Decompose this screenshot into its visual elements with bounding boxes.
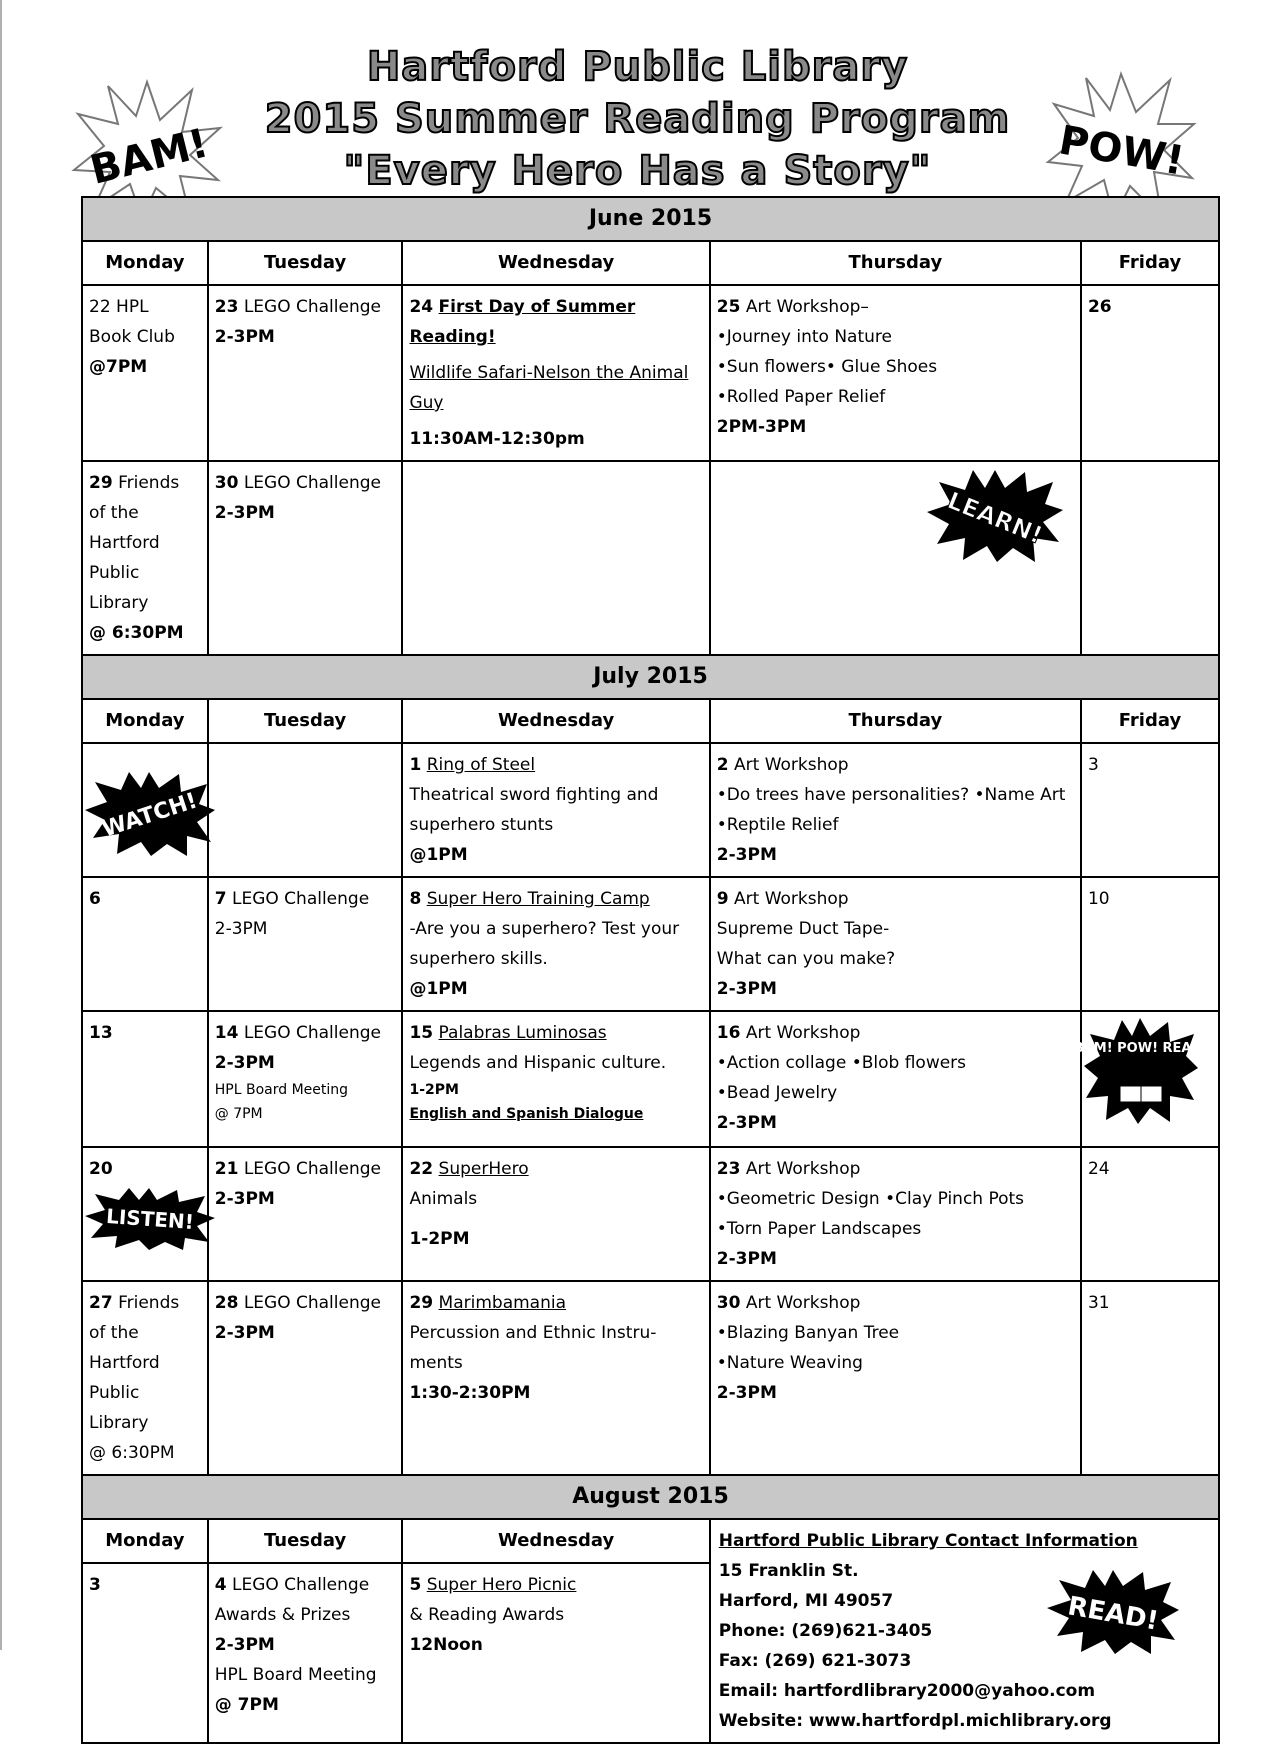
july-weekday-row — [82, 699, 1219, 743]
day-number: 14 — [214, 1023, 239, 1043]
day-cell — [402, 877, 709, 1011]
day-number: 4 — [214, 1575, 227, 1595]
day-cell — [710, 1281, 1081, 1475]
learn-text: LEARN! — [943, 486, 1047, 550]
event-time: @1PM — [409, 845, 468, 865]
event-note: HPL Board Meeting — [214, 1665, 377, 1685]
event-line: 22 HPL — [89, 297, 149, 317]
event-link[interactable]: Marimbamania — [438, 1293, 567, 1313]
event-time: 11:30AM-12:30pm — [409, 429, 585, 449]
event-title: Friends of the Hartford Public Library — [89, 1293, 180, 1433]
event-note: @ 7PM — [214, 1695, 279, 1715]
day-cell — [1081, 461, 1219, 655]
event-item: •Torn Paper Landscapes — [716, 1219, 922, 1239]
weekday-monday: Monday — [82, 241, 208, 285]
event-item: •Blazing Banyan Tree — [716, 1323, 900, 1343]
event-title: Art Workshop — [740, 1023, 861, 1043]
event-time: 2-3PM — [214, 327, 275, 347]
event-description: Theatrical sword fighting and superhero stunts — [409, 785, 659, 835]
june-title: June 2015 — [82, 197, 1219, 241]
read-burst-icon — [1045, 1568, 1181, 1656]
event-line: Book Club — [89, 327, 175, 347]
contact-city: Harford, MI 49057 — [718, 1591, 894, 1611]
bam-pow-read-burst-icon — [1073, 1016, 1209, 1126]
august-weekday-row — [82, 1519, 1219, 1563]
weekday-thursday: Thursday — [710, 241, 1081, 285]
event-time: 2-3PM — [214, 1635, 275, 1655]
contact-phone: Phone: (269)621-3405 — [718, 1621, 933, 1641]
event-note: @ 7PM — [214, 1106, 263, 1122]
day-number: 30 — [214, 473, 239, 493]
day-cell — [208, 461, 403, 655]
event-item: •Action collage •Blob flowers — [716, 1053, 967, 1073]
day-number: 16 — [716, 1023, 741, 1043]
event-item: •Nature Weaving — [716, 1353, 863, 1373]
day-cell — [208, 1281, 403, 1475]
day-cell — [402, 1147, 709, 1281]
day-number: 13 — [89, 1023, 113, 1043]
event-title: Art Workshop — [740, 1159, 861, 1179]
day-number: 9 — [716, 889, 729, 909]
weekday-tuesday: Tuesday — [208, 699, 403, 743]
event-time: 2-3PM — [716, 979, 777, 999]
listen-text: LISTEN! — [105, 1203, 195, 1235]
june-week-row — [82, 285, 1219, 461]
july-header-row — [82, 655, 1219, 699]
july-week-row — [82, 877, 1219, 1011]
day-number: 1 — [409, 755, 422, 775]
day-number: 26 — [1087, 297, 1112, 317]
bam-pow-text: BAM! POW! READ! — [1073, 1041, 1209, 1056]
july-week-row — [82, 1281, 1219, 1475]
contact-title: Hartford Public Library Contact Information — [718, 1531, 1138, 1551]
contact-website[interactable]: Website: www.hartfordpl.michlibrary.org — [718, 1711, 1112, 1731]
event-title: LEGO Challenge — [238, 297, 381, 317]
event-title: LEGO Challenge — [238, 473, 381, 493]
day-number: 25 — [716, 297, 741, 317]
day-cell — [208, 1563, 403, 1743]
day-number: 6 — [89, 889, 101, 909]
contact-info-cell — [710, 1519, 1219, 1743]
august-title: August 2015 — [82, 1475, 1219, 1519]
event-note: English and Spanish Dialogue — [409, 1106, 644, 1122]
event-description: Percussion and Ethnic Instru-ments — [409, 1323, 657, 1373]
day-cell — [82, 1011, 208, 1147]
event-item: •Geometric Design •Clay Pinch Pots — [716, 1189, 1025, 1209]
day-cell — [1081, 1147, 1219, 1281]
july-week-row — [82, 1147, 1219, 1281]
july-title: July 2015 — [82, 655, 1219, 699]
event-line: Awards & Prizes — [214, 1605, 351, 1625]
day-cell — [402, 1281, 709, 1475]
event-description: Legends and Hispanic culture. — [409, 1053, 667, 1073]
weekday-friday: Friday — [1081, 241, 1219, 285]
watch-burst-icon — [83, 770, 217, 858]
contact-fax: Fax: (269) 621-3073 — [718, 1651, 912, 1671]
event-time: 2-3PM — [214, 1053, 275, 1073]
event-description: -Are you a superhero? Test your superhero skills. — [409, 919, 680, 969]
august-header-row — [82, 1475, 1219, 1519]
library-title: Hartford Public Library — [366, 44, 909, 90]
day-cell — [710, 285, 1081, 461]
event-time: 1:30-2:30PM — [409, 1383, 531, 1403]
june-header-row — [82, 197, 1219, 241]
event-time: 2-3PM — [214, 503, 275, 523]
program-theme: "Every Hero Has a Story" — [343, 148, 932, 194]
day-number: 3 — [89, 1575, 101, 1595]
event-item: •Journey into Nature — [716, 327, 892, 347]
day-number: 31 — [1087, 1293, 1110, 1313]
day-cell — [1073, 1011, 1219, 1147]
event-title: Art Workshop — [740, 1293, 861, 1313]
day-number: 24 — [1087, 1159, 1110, 1179]
weekday-thursday: Thursday — [710, 699, 1081, 743]
event-time: 1-2PM — [409, 1229, 470, 1249]
day-cell — [402, 461, 709, 655]
day-cell — [208, 743, 403, 877]
day-cell — [710, 1147, 1081, 1281]
event-description: & Reading Awards — [409, 1605, 565, 1625]
day-number: 27 — [89, 1293, 113, 1313]
event-time: @7PM — [89, 357, 148, 377]
event-title: LEGO Challenge — [226, 1575, 370, 1595]
day-cell — [402, 1563, 709, 1743]
weekday-monday: Monday — [82, 1519, 208, 1563]
day-number: 5 — [409, 1575, 422, 1595]
event-title: LEGO Challenge — [238, 1159, 381, 1179]
bam-text: BAM! — [85, 120, 213, 194]
day-number: 10 — [1087, 889, 1110, 909]
learn-burst-icon — [925, 468, 1065, 564]
event-item: Supreme Duct Tape- — [716, 919, 890, 939]
pow-text: POW! — [1055, 117, 1188, 185]
july-week-row — [82, 1011, 1219, 1147]
listen-burst-icon — [83, 1186, 217, 1252]
day-cell — [710, 743, 1081, 877]
event-time: @1PM — [409, 979, 468, 999]
day-number: 29 — [89, 473, 113, 493]
event-link[interactable]: Super Hero Picnic — [426, 1575, 577, 1595]
event-time: 2-3PM — [716, 1249, 777, 1269]
contact-email[interactable]: Email: hartfordlibrary2000@yahoo.com — [718, 1681, 1096, 1701]
event-title: LEGO Challenge — [238, 1023, 381, 1043]
event-link[interactable]: Wildlife Safari-Nelson the Animal Guy — [409, 363, 689, 413]
event-item: •Rolled Paper Relief — [716, 387, 886, 407]
june-week-row — [82, 461, 1219, 655]
day-cell — [82, 1147, 208, 1281]
event-time: @ 6:30PM — [89, 623, 184, 643]
event-time: @ 6:30PM — [89, 1443, 175, 1463]
calendar-table — [81, 196, 1220, 1744]
day-number: 29 — [409, 1293, 434, 1313]
day-number: 2 — [716, 755, 729, 775]
event-description: Animals — [409, 1189, 478, 1209]
july-week-row — [82, 743, 1219, 877]
event-time: 2-3PM — [716, 1383, 777, 1403]
day-number: 21 — [214, 1159, 239, 1179]
event-title: Art Workshop — [728, 755, 849, 775]
day-cell — [710, 877, 1081, 1011]
day-cell — [82, 1563, 208, 1743]
event-title: First Day of Summer Reading! — [409, 297, 636, 347]
day-number: 24 — [409, 297, 434, 317]
day-cell — [208, 1147, 403, 1281]
day-number: 8 — [409, 889, 422, 909]
watch-text: WATCH! — [99, 788, 201, 843]
weekday-wednesday: Wednesday — [402, 241, 709, 285]
event-title: Friends of the Hartford Public Library — [89, 473, 180, 613]
day-cell — [1081, 285, 1219, 461]
event-item: •Reptile Relief — [716, 815, 839, 835]
event-time: 2-3PM — [214, 1323, 275, 1343]
day-cell — [1081, 877, 1219, 1011]
event-item: What can you make? — [716, 949, 896, 969]
event-title: LEGO Challenge — [238, 1293, 381, 1313]
day-number: 23 — [214, 297, 239, 317]
day-cell — [1081, 1281, 1219, 1475]
event-title: Art Workshop — [728, 889, 849, 909]
event-title: LEGO Challenge — [226, 889, 370, 909]
day-cell — [82, 285, 208, 461]
day-cell — [402, 285, 709, 461]
event-time: 2-3PM — [214, 1189, 275, 1209]
event-time: 2-3PM — [716, 1113, 777, 1133]
day-cell — [402, 743, 709, 877]
weekday-tuesday: Tuesday — [208, 1519, 403, 1563]
day-cell — [1081, 743, 1219, 877]
day-cell — [208, 1011, 403, 1147]
event-time: 2-3PM — [716, 845, 777, 865]
day-number: 20 — [89, 1159, 113, 1179]
program-title: 2015 Summer Reading Program — [264, 96, 1011, 142]
day-number: 28 — [214, 1293, 239, 1313]
day-number: 23 — [716, 1159, 741, 1179]
day-cell — [82, 877, 208, 1011]
event-note: HPL Board Meeting — [214, 1082, 349, 1098]
day-number: 22 — [409, 1159, 434, 1179]
weekday-wednesday: Wednesday — [402, 699, 709, 743]
event-item: •Sun flowers• Glue Shoes — [716, 357, 938, 377]
weekday-tuesday: Tuesday — [208, 241, 403, 285]
event-link[interactable]: Palabras Luminosas — [438, 1023, 607, 1043]
day-number: 3 — [1087, 755, 1099, 775]
day-cell — [710, 461, 1081, 655]
weekday-monday: Monday — [82, 699, 208, 743]
read-text: READ! — [1065, 1591, 1161, 1637]
event-title: Art Workshop– — [740, 297, 869, 317]
event-item: •Do trees have personalities? •Name Art — [716, 785, 1066, 805]
event-link[interactable]: Ring of Steel — [426, 755, 536, 775]
event-time: 2-3PM — [214, 919, 268, 939]
day-cell — [208, 285, 403, 461]
contact-address: 15 Franklin St. — [718, 1561, 859, 1581]
weekday-friday: Friday — [1081, 699, 1219, 743]
event-item: •Bead Jewelry — [716, 1083, 838, 1103]
day-cell — [710, 1011, 1081, 1147]
weekday-wednesday: Wednesday — [402, 1519, 709, 1563]
day-number: 30 — [716, 1293, 741, 1313]
day-cell — [82, 461, 208, 655]
event-link[interactable]: Super Hero Training Camp — [426, 889, 650, 909]
day-number: 7 — [214, 889, 227, 909]
day-cell — [402, 1011, 709, 1147]
june-weekday-row — [82, 241, 1219, 285]
day-cell — [82, 1281, 208, 1475]
day-cell — [208, 877, 403, 1011]
day-number: 15 — [409, 1023, 434, 1043]
event-link[interactable]: SuperHero — [438, 1159, 529, 1179]
day-cell — [82, 743, 208, 877]
event-time: 2PM-3PM — [716, 417, 807, 437]
event-time: 12Noon — [409, 1635, 483, 1655]
page-left-rule — [0, 0, 2, 1650]
event-time: 1-2PM — [409, 1082, 459, 1098]
